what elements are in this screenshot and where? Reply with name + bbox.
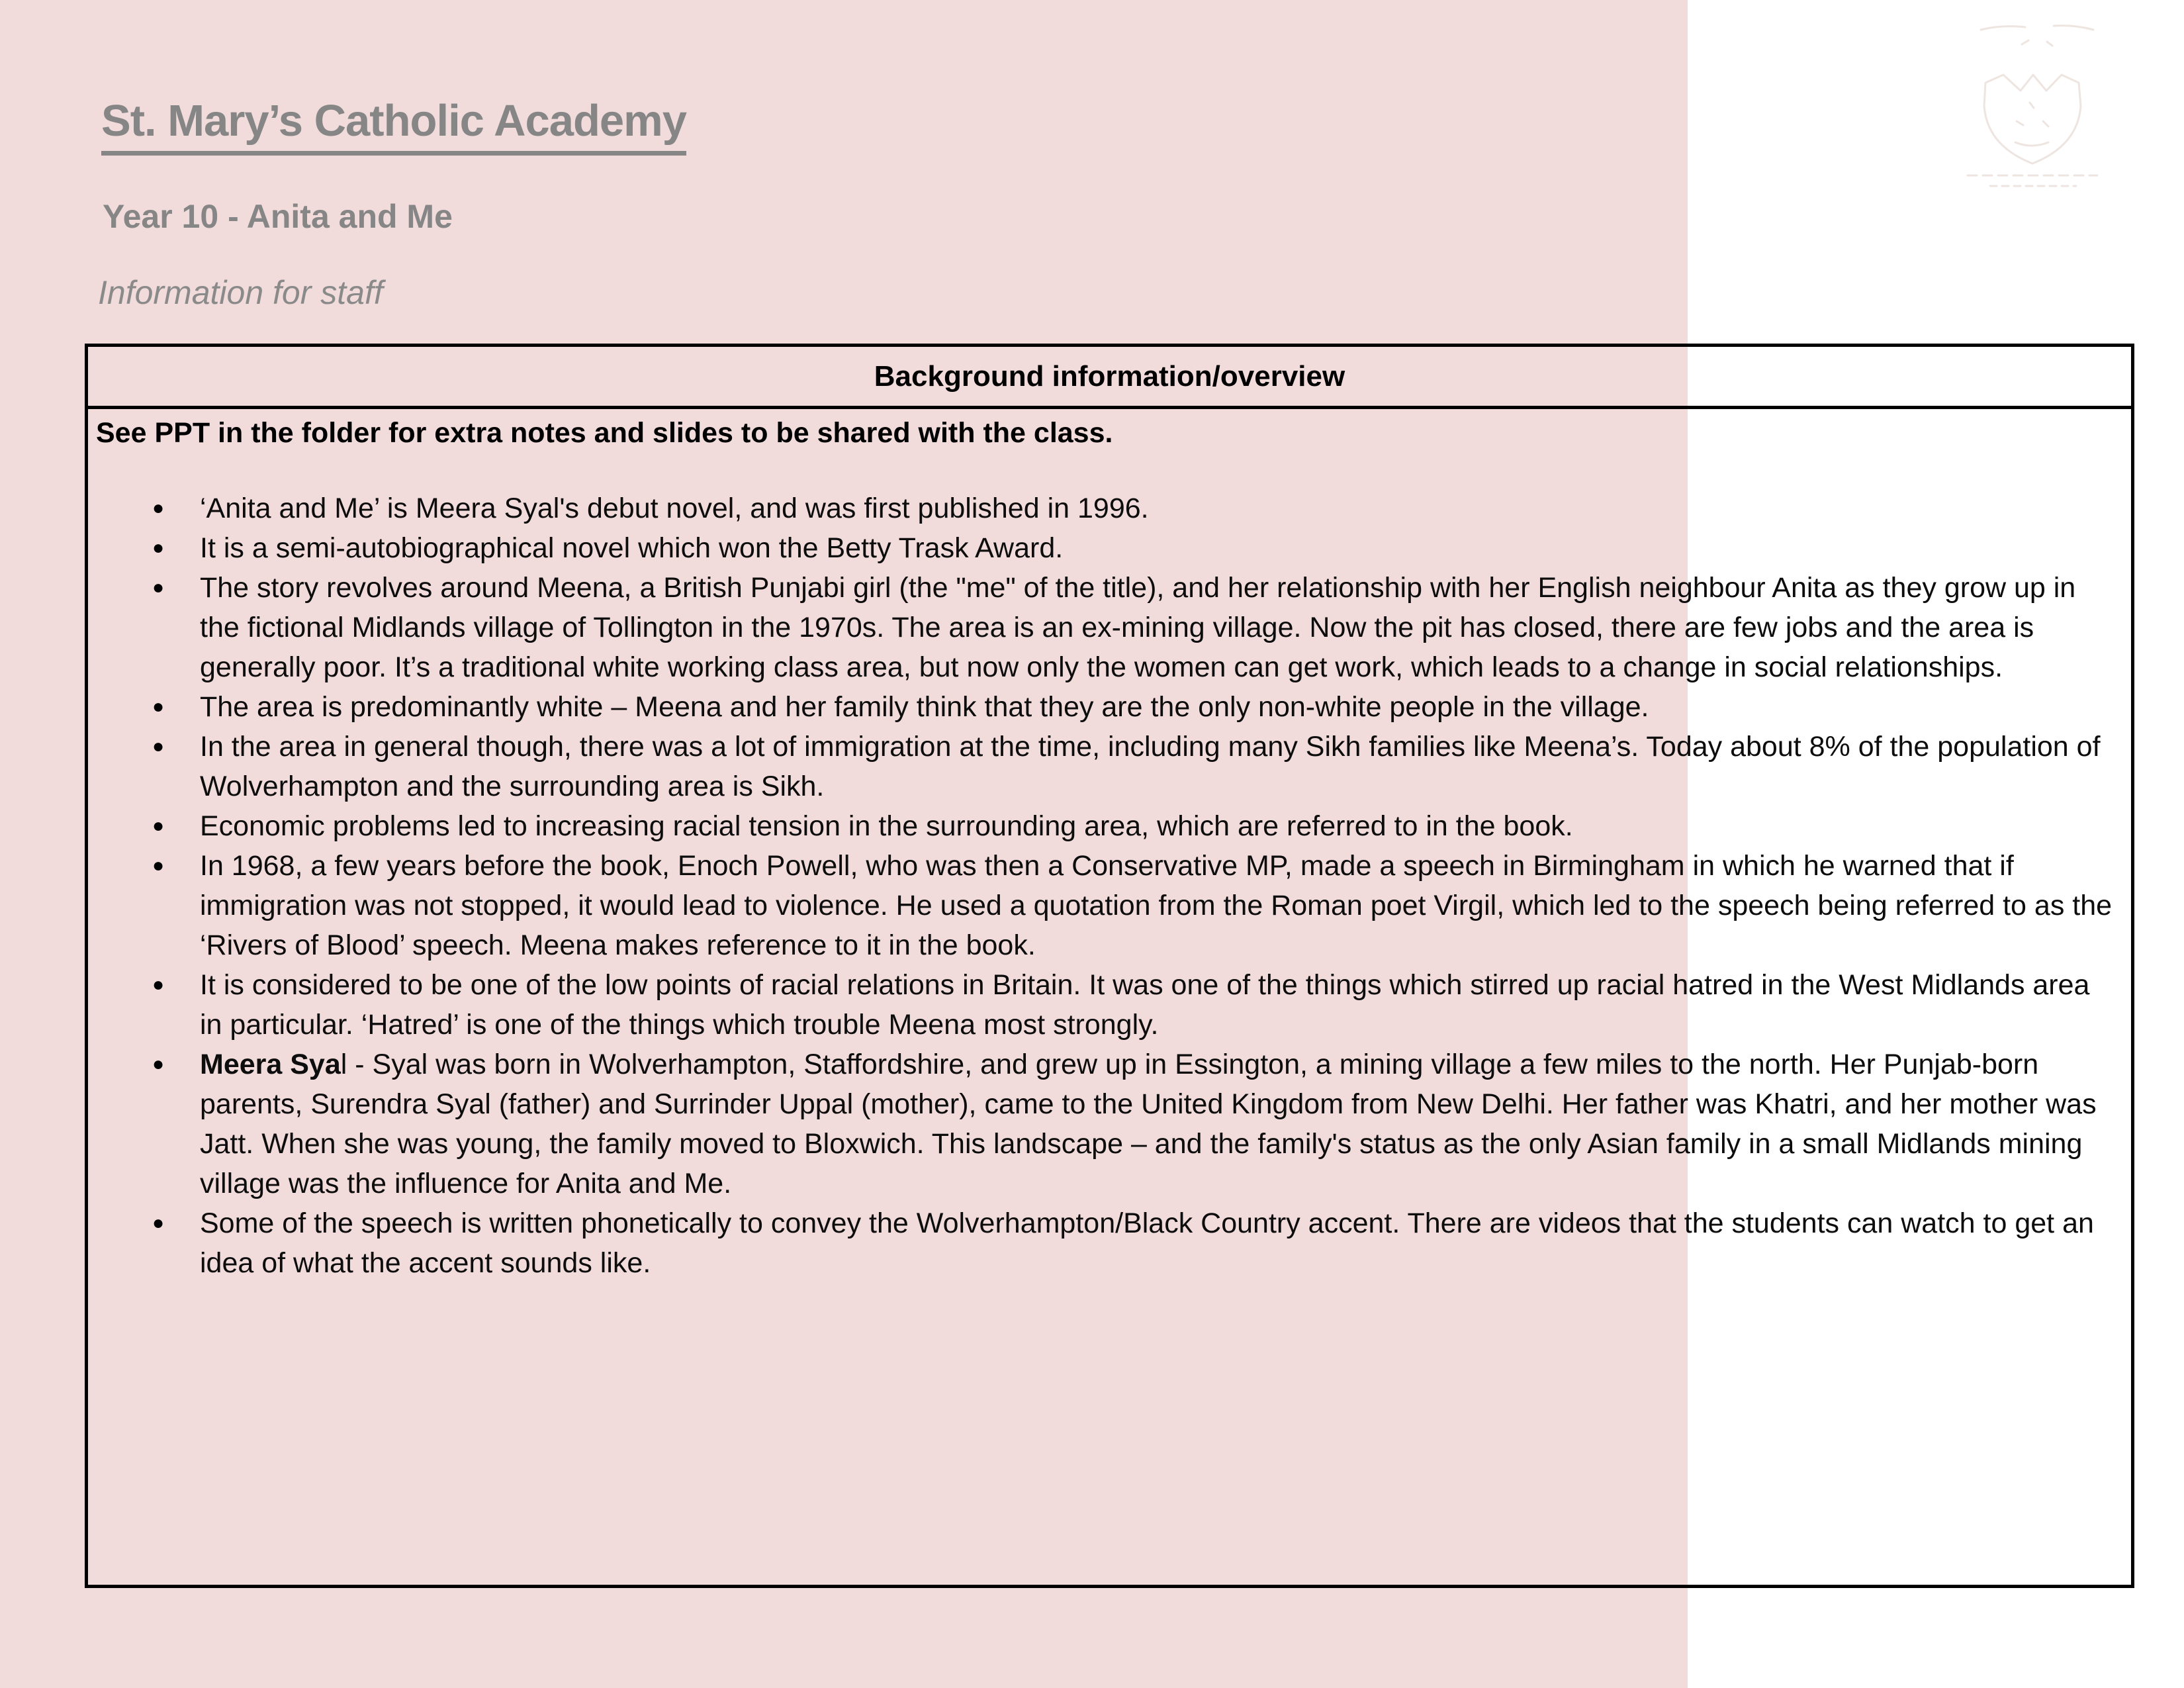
list-item-text: ‘Anita and Me’ is Meera Syal's debut novel, and was first published in 1996.: [200, 492, 1149, 524]
table-header: Background information/overview: [87, 346, 2133, 408]
list-item-bold-text: Meera Sya: [200, 1049, 341, 1080]
list-item: [96, 528, 2118, 568]
list-item: [96, 1203, 2118, 1283]
list-item: [96, 806, 2118, 846]
intro-line: See PPT in the folder for extra notes and slides to be shared with the class.: [96, 417, 1113, 449]
list-item: [96, 568, 2118, 687]
list-item-text: The area is predominantly white – Meena and her family think that they are the only non-white people in the village.: [200, 691, 1649, 723]
list-item-text: Some of the speech is written phonetically to convey the Wolverhampton/Black Country accent. There are videos that the students can watch to get an idea of what the accent sounds like.: [200, 1207, 2094, 1279]
list-item-text: Economic problems led to increasing racial tension in the surrounding area, which are referred to in the book.: [200, 810, 1573, 842]
list-item-text: l - Syal was born in Wolverhampton, Staffordshire, and grew up in Essington, a mining village a few miles to the north. Her Punjab-born parents, Surendra Syal (father) and Surrinder Uppal (mother), came to the United Kingdom from New Delhi. Her father was Khatri, and her mother was Jatt. When she was young, the family moved to Bloxwich. This landscape – and the family's status as the only Asian family in a small Midlands mining village was the influence for Anita and Me.: [200, 1049, 2097, 1199]
staff-note: Information for staff: [98, 274, 383, 311]
page-subtitle: Year 10 - Anita and Me: [103, 198, 453, 235]
list-item-text: The story revolves around Meena, a British Punjabi girl (the "me" of the title), and her relationship with her English neighbour Anita as they grow up in the fictional Midlands village of Tollington in the 1970s. The area is an ex-mining village. Now the pit has closed, there are few jobs and the area is generally poor. It’s a traditional white working class area, but now only the women can get work, which leads to a change in social relationships.: [200, 572, 2076, 683]
bullet-list: [96, 489, 2118, 1283]
list-item-text: It is a semi-autobiographical novel which won the Betty Trask Award.: [200, 532, 1064, 564]
list-item-text: In 1968, a few years before the book, Enoch Powell, who was then a Conservative MP, made a speech in Birmingham in which he warned that if immigration was not stopped, it would lead to violence. He used a quotation from the Roman poet Virgil, which led to the speech being referred to as the ‘Rivers of Blood’ speech. Meena makes reference to it in the book.: [200, 850, 2113, 961]
background-info-table: [85, 344, 2134, 1588]
list-item-text: In the area in general though, there was a lot of immigration at the time, including many Sikh families like Meena’s. Today about 8% of the population of Wolverhampton and the surrounding area is Sikh.: [200, 731, 2101, 802]
table-header-row: [87, 346, 2133, 408]
table-body-row: [87, 408, 2133, 1587]
page-title: St. Mary’s Catholic Academy: [101, 98, 686, 156]
list-item: [96, 965, 2118, 1045]
list-item: [96, 846, 2118, 965]
list-item: [96, 489, 2118, 528]
list-item: [96, 687, 2118, 727]
list-item: [96, 727, 2118, 806]
list-item-text: It is considered to be one of the low points of racial relations in Britain. It was one of the things which stirred up racial hatred in the West Midlands area in particular. ‘Hatred’ is one of the things which trouble Meena most strongly.: [200, 969, 2090, 1041]
school-crest-watermark-icon: [1956, 17, 2108, 195]
table-body-cell: [87, 408, 2133, 1587]
list-item: [96, 1045, 2118, 1203]
